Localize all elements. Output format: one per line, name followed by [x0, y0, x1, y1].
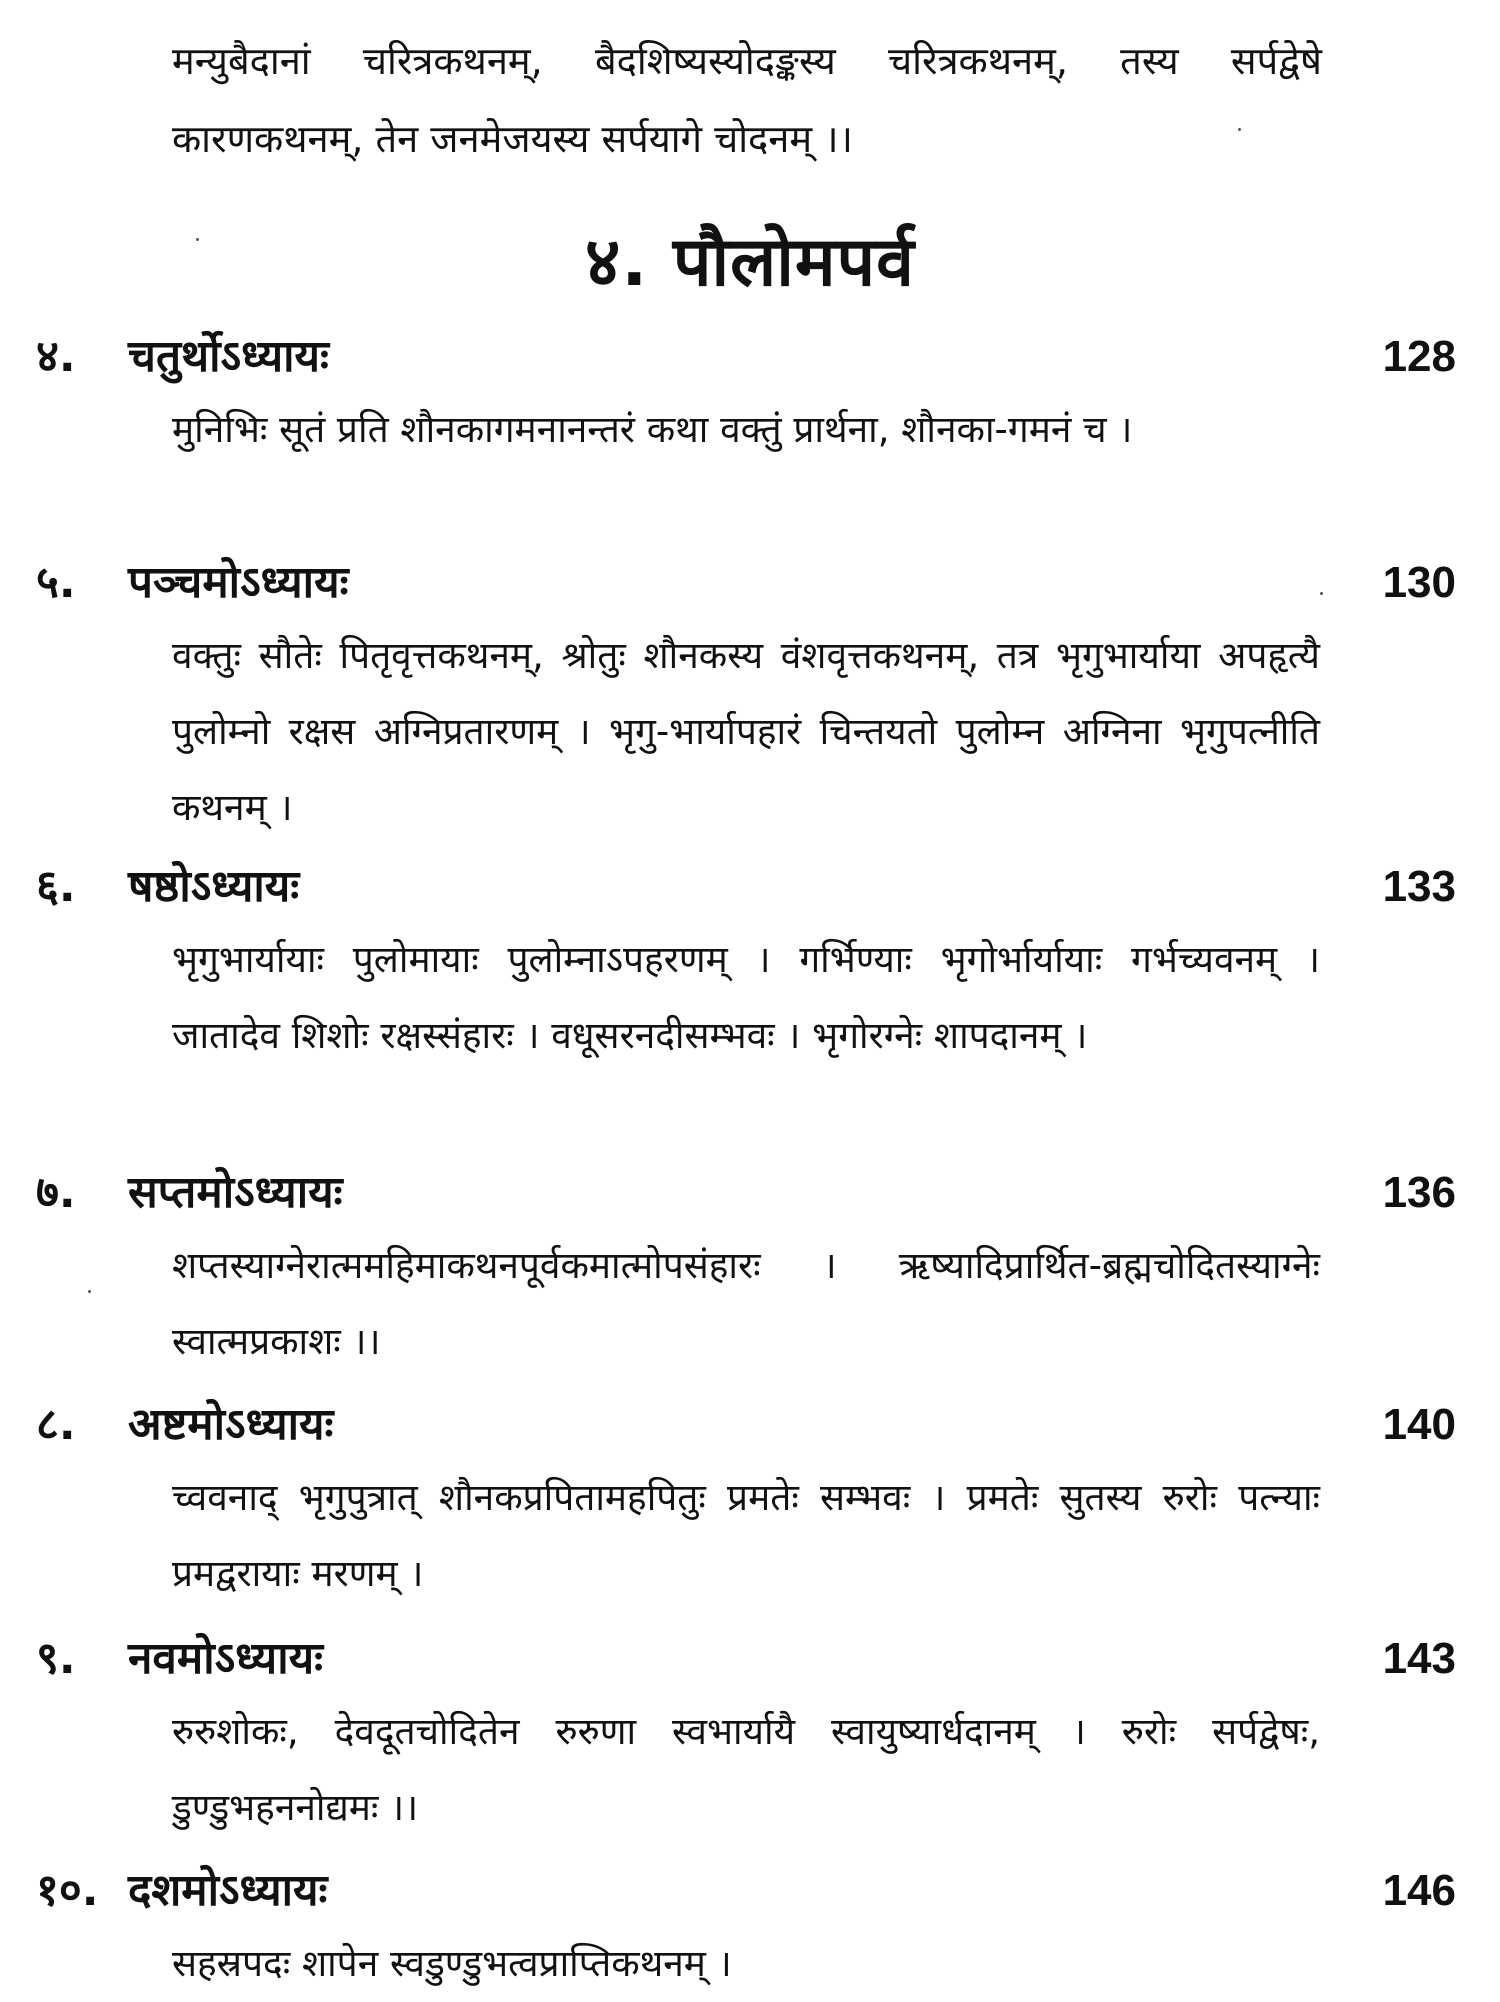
chapter-page-number: 143	[1382, 1634, 1456, 1683]
chapter-entry	[36, 548, 1456, 846]
chapter-number: ७.	[36, 1167, 76, 1218]
chapter-page-number: 130	[1382, 558, 1456, 607]
chapter-number: ८.	[36, 1399, 76, 1450]
chapter-entry	[36, 1158, 1456, 1380]
chapter-heading	[36, 852, 1456, 922]
chapter-name: दशमोऽध्यायः	[128, 1865, 328, 1916]
chapter-heading	[36, 1624, 1456, 1694]
chapter-page-number: 128	[1382, 332, 1456, 381]
intro-text: मन्युबैदानां चरित्रकथनम्, बैदशिष्यस्योदङ्कस्य चरित्रकथनम्, तस्य सर्पद्वेषे कारणकथनम्, तेन जनमेजयस्य सर्पयागे चोदनम् ।।	[172, 39, 1322, 161]
chapter-summary: मुनिभिः सूतं प्रति शौनकागमनानन्तरं कथा वक्तुं प्रार्थना, शौनका-गमनं च ।	[172, 408, 1133, 451]
chapter-number: ९.	[36, 1633, 76, 1684]
chapter-heading	[36, 548, 1456, 618]
chapter-page-number: 133	[1382, 862, 1456, 911]
paper-speck	[1238, 128, 1241, 131]
chapter-page-number: 146	[1382, 1866, 1456, 1915]
chapter-page-number: 140	[1382, 1400, 1456, 1449]
chapter-number: ६.	[36, 861, 76, 912]
chapter-entry	[36, 1390, 1456, 1612]
chapter-summary: भृगुभार्यायाः पुलोमायाः पुलोम्नाऽपहरणम् । गर्भिण्याः भृगोर्भार्यायाः गर्भच्यवनम् । जातादेव शिशोः रक्षस्संहारः । वधूसरनदीसम्भवः । भृगोरग्नेः शापदानम् ।	[172, 938, 1320, 1057]
chapter-name: सप्तमोऽध्यायः	[128, 1167, 343, 1218]
chapter-entry	[36, 852, 1456, 1074]
chapter-summary: च्ववनाद् भृगुपुत्रात् शौनकप्रपितामहपितुः प्रमतेः सम्भवः । प्रमतेः सुतस्य रुरोः पत्न्याः प्रमद्वरायाः मरणम् ।	[172, 1476, 1320, 1595]
chapter-summary: वक्तुः सौतेः पितृवृत्तकथनम्, श्रोतुः शौनकस्य वंशवृत्तकथनम्, तत्र भृगुभार्याया अपहृत्यै पुलोम्नो रक्षस अग्निप्रतारणम् । भृगु-भार्यापहारं चिन्तयतो पुलोम्न अग्निना भृगुपत्नीति कथनम् ।	[172, 634, 1320, 829]
chapter-heading	[36, 1856, 1456, 1926]
chapter-entry	[36, 1856, 1456, 2002]
chapter-heading	[36, 1158, 1456, 1228]
section-title: ४. पौलोमपर्व	[585, 223, 915, 302]
chapter-name: नवमोऽध्यायः	[128, 1633, 324, 1684]
chapter-number: ५.	[36, 557, 76, 608]
chapter-entry	[36, 1624, 1456, 1846]
chapter-summary: रुरुशोकः, देवदूतचोदितेन रुरुणा स्वभार्यायै स्वायुष्यार्धदानम् । रुरोः सर्पद्वेषः, डुण्डुभहननोद्यमः ।।	[172, 1710, 1320, 1829]
chapter-name: चतुर्थोऽध्यायः	[128, 331, 329, 382]
chapter-heading	[36, 1390, 1456, 1460]
chapter-number: १०.	[36, 1865, 99, 1916]
chapter-name: अष्टमोऽध्यायः	[128, 1399, 334, 1450]
paper-speck	[88, 1290, 91, 1293]
chapter-name: पञ्चमोऽध्यायः	[128, 557, 349, 608]
chapter-heading	[36, 322, 1456, 392]
chapter-entry	[36, 322, 1456, 468]
chapter-number: ४.	[36, 331, 76, 382]
chapter-page-number: 136	[1382, 1168, 1456, 1217]
paper-speck	[1320, 592, 1323, 595]
chapter-summary: सहस्रपदः शापेन स्वडुण्डुभत्वप्राप्तिकथनम् ।	[172, 1942, 732, 1985]
paper-speck	[196, 238, 199, 241]
chapter-summary: शप्तस्याग्नेरात्ममहिमाकथनपूर्वकमात्मोपसंहारः । ऋष्यादिप्रार्थित-ब्रह्मचोदितस्याग्नेः स्वात्मप्रकाशः ।।	[172, 1244, 1320, 1363]
chapter-name: षष्ठोऽध्यायः	[128, 861, 300, 912]
